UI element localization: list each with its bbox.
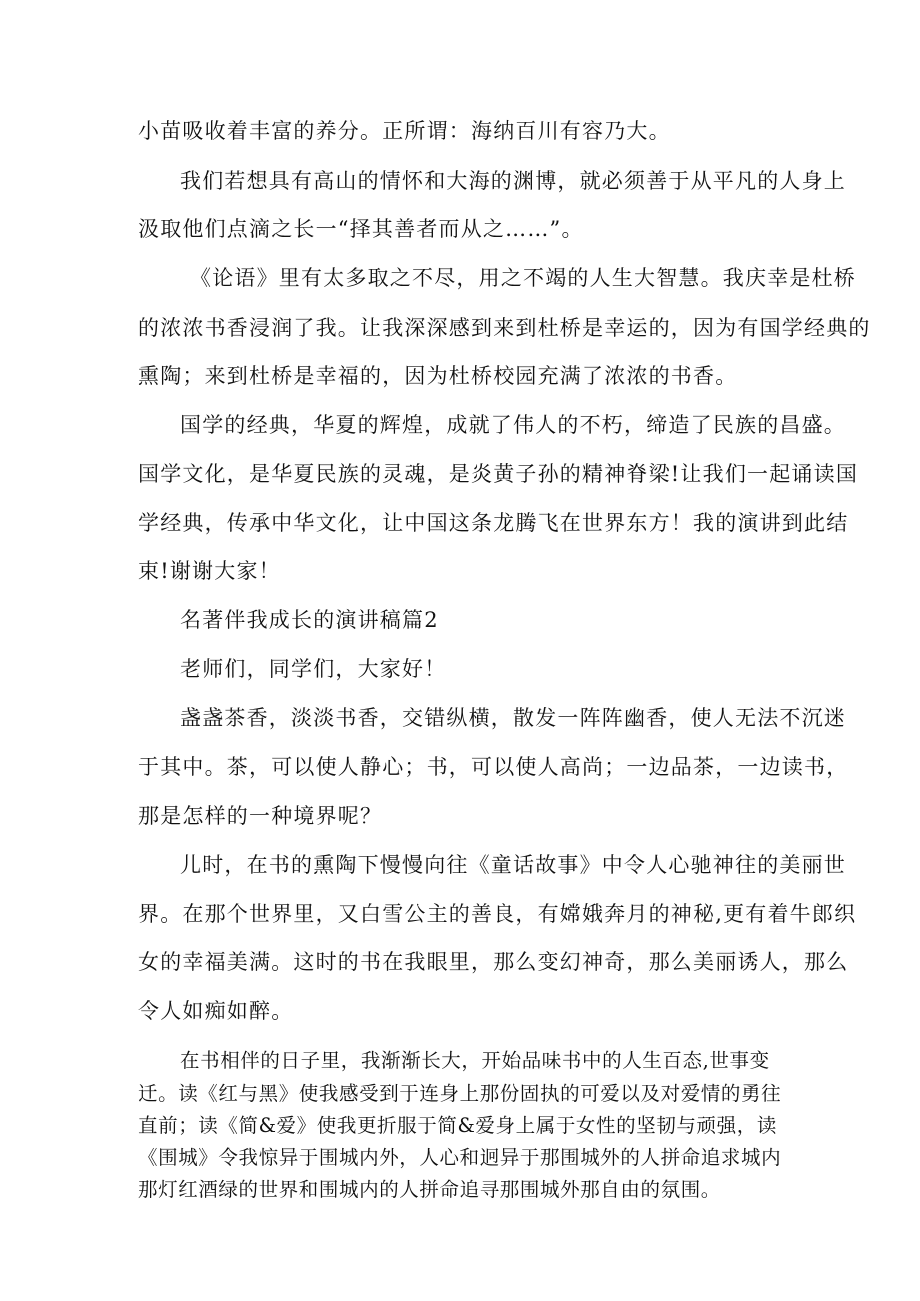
text-line: 学经典，传承中华文化，让中国这条龙腾飞在世界东方！我的演讲到此结 — [138, 511, 849, 535]
text-line: 儿时，在书的熏陶下慢慢向往《童话故事》中令人心驰神往的美丽世 — [180, 853, 846, 877]
text-line: 《论语》里有太多取之不尽，用之不竭的人生大智慧。我庆幸是杜桥 — [190, 266, 856, 290]
text-line: 我们若想具有高山的情怀和大海的渊博，就必须善于从平凡的人身上 — [180, 169, 846, 193]
text-line: 汲取他们点滴之长一“择其善者而从之……”。 — [138, 217, 584, 241]
text-line: 《围城》令我惊异于围城内外，人心和迥异于那围城外的人拼命追求城内 — [138, 1146, 782, 1169]
text-line: 女的幸福美满。这时的书在我眼里，那么变幻神奇，那么美丽诱人，那么 — [138, 950, 849, 974]
text-line: 界。在那个世界里，又白雪公主的善良，有嫦娥奔月的神秘,更有着牛郎织 — [138, 902, 857, 926]
text-line: 的浓浓书香浸润了我。让我深深感到来到杜桥是幸运的，因为有国学经典的 — [138, 316, 871, 340]
text-line: 熏陶；来到杜桥是幸福的，因为杜桥校园充满了浓浓的书香。 — [138, 364, 738, 388]
text-line: 国学文化，是华夏民族的灵魂，是炎黄子孙的精神脊梁!让我们一起诵读国 — [138, 462, 859, 486]
text-line: 令人如痴如醉。 — [138, 999, 294, 1023]
text-line: 迁。读《红与黑》使我感受到于连身上那份固执的可爱以及对爱情的勇往 — [138, 1082, 782, 1105]
section-heading: 名著伴我成长的演讲稿篇2 — [180, 608, 439, 632]
text-line: 国学的经典，华夏的辉煌，成就了伟人的不朽，缔造了民族的昌盛。 — [180, 413, 846, 437]
text-line: 小苗吸收着丰富的养分。正所谓：海纳百川有容乃大。 — [138, 119, 671, 143]
text-line: 在书相伴的日子里，我渐渐长大，开始品味书中的人生百态,世事变 — [180, 1049, 770, 1072]
text-line: 束!谢谢大家！ — [138, 559, 281, 583]
text-line: 老师们，同学们，大家好！ — [180, 657, 447, 681]
text-line: 那是怎样的一种境界呢？ — [138, 804, 383, 828]
text-line: 于其中。茶，可以使人静心；书，可以使人高尚；一边品茶，一边读书， — [138, 755, 849, 779]
text-line: 直前；读《简&爱》使我更折服于简&爱身上属于女性的坚韧与顽强，读 — [138, 1114, 777, 1137]
text-line: 盏盏茶香，淡淡书香，交错纵横，散发一阵阵幽香，使人无法不沉迷 — [180, 706, 846, 730]
text-line: 那灯红酒绿的世界和围城内的人拼命追寻那围城外那自由的氛围。 — [138, 1178, 721, 1201]
